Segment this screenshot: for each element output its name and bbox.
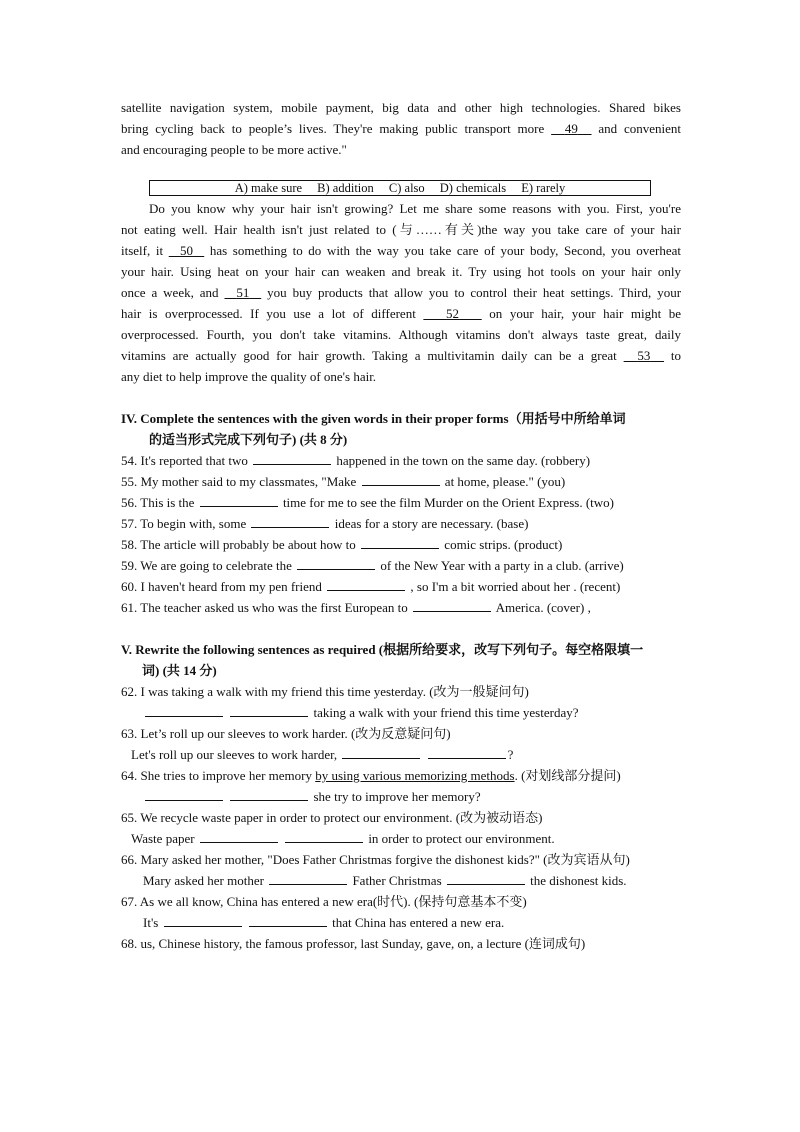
passage-line: overprocessed. Fourth, you don't take vitamins. Although vitamins don't always taste great, daily [121, 327, 681, 342]
section-iv-title: IV. Complete the sentences with the given words in their proper forms（用括号中所给单词 [121, 411, 626, 426]
answer-blank[interactable] [200, 830, 278, 843]
answer-blank[interactable] [297, 557, 375, 570]
word-option: B) addition [317, 181, 374, 195]
answer-blank[interactable] [327, 578, 405, 591]
blank-50: 50 [179, 243, 193, 258]
answer-blank[interactable] [269, 872, 347, 885]
question-56: 56. This is the time for me to see the film Murder on the Orient Express. (two) [121, 495, 614, 510]
paragraph-line: satellite navigation system, mobile payment, big data and other high technologies. Shared bikes [121, 100, 681, 115]
question-60: 60. I haven't heard from my pen friend , so I'm a bit worried about her . (recent) [121, 579, 621, 594]
answer-blank[interactable] [164, 914, 242, 927]
question-58: 58. The article will probably be about how to comic strips. (product) [121, 537, 563, 552]
question-59: 59. We are going to celebrate the of the New Year with a party in a club. (arrive) [121, 558, 624, 573]
word-bank-box [149, 180, 651, 196]
answer-blank[interactable] [145, 704, 223, 717]
paragraph-line: bring cycling back to people’s lives. They're making public transport more 49 and convenient [121, 121, 681, 136]
answer-blank[interactable] [428, 746, 506, 759]
answer-63: Let's roll up our sleeves to work harder, ? [131, 747, 514, 762]
answer-blank[interactable] [230, 788, 308, 801]
question-68: 68. us, Chinese history, the famous professor, last Sunday, gave, on, a lecture (连词成句) [121, 936, 586, 951]
blank-52: 52 [446, 306, 460, 321]
answer-blank[interactable] [253, 452, 331, 465]
question-63: 63. Let’s roll up our sleeves to work harder. (改为反意疑问句) [121, 726, 451, 741]
blank-51: 51 [236, 285, 250, 300]
answer-blank[interactable] [342, 746, 420, 759]
answer-65: Waste paper in order to protect our environment. [131, 831, 555, 846]
passage-line: your hair. Using heat on your hair can weaken and break it. Try using hot tools on your hair only [121, 264, 681, 279]
question-62: 62. I was taking a walk with my friend this time yesterday. (改为一般疑问句) [121, 684, 529, 699]
word-option: C) also [388, 181, 425, 195]
answer-blank[interactable] [145, 788, 223, 801]
word-option: E) rarely [521, 181, 566, 195]
answer-blank[interactable] [230, 704, 308, 717]
question-66: 66. Mary asked her mother, "Does Father Christmas forgive the dishonest kids?" (改为宾语从句) [121, 852, 630, 867]
word-option: D) chemicals [439, 181, 507, 195]
passage-line: any diet to help improve the quality of one's hair. [121, 369, 377, 384]
passage-line: Do you know why your hair isn't growing? Let me share some reasons with you. First, you're [149, 201, 681, 216]
paragraph-line: and encouraging people to be more active." [121, 142, 347, 157]
answer-62: taking a walk with your friend this time yesterday? [143, 702, 703, 723]
passage-line: itself, it 50 has something to do with the way you take care of your body, Second, you overheat [121, 243, 681, 258]
section-v-title: V. Rewrite the following sentences as required (根据所给要求，改写下列句子。每空格限填一 [121, 642, 644, 657]
blank-53: 53 [637, 348, 651, 363]
question-55: 55. My mother said to my classmates, "Make at home, please." (you) [121, 474, 566, 489]
underlined-phrase: by using various memorizing methods [315, 768, 515, 783]
section-v-title-cont: 词) (共 14 分) [142, 663, 217, 678]
blank-49: 49 [564, 121, 578, 136]
question-61: 61. The teacher asked us who was the first European to America. (cover) , [121, 600, 591, 615]
answer-blank[interactable] [285, 830, 363, 843]
section-iv-title-cont: 的适当形式完成下列句子) (共 8 分) [149, 432, 348, 447]
answer-blank[interactable] [447, 872, 525, 885]
answer-64: she try to improve her memory? [143, 786, 703, 807]
passage-line: not eating well. Hair health isn't just related to (与……有关)the way you take care of your hair [121, 222, 681, 237]
passage-line: vitamins are actually good for hair growth. Taking a multivitamin daily can be a great 53 to [121, 348, 681, 363]
question-57: 57. To begin with, some ideas for a story are necessary. (base) [121, 516, 529, 531]
question-54: 54. It's reported that two happened in the town on the same day. (robbery) [121, 453, 591, 468]
answer-blank[interactable] [361, 536, 439, 549]
answer-66: Mary asked her mother Father Christmas the dishonest kids. [143, 873, 627, 888]
answer-67: It's that China has entered a new era. [143, 915, 505, 930]
word-option: A) make sure [234, 181, 303, 195]
question-67: 67. As we all know, China has entered a new era(时代). (保持句意基本不变) [121, 894, 527, 909]
question-65: 65. We recycle waste paper in order to protect our environment. (改为被动语态) [121, 810, 543, 825]
answer-blank[interactable] [249, 914, 327, 927]
question-64: 64. She tries to improve her memory by using various memorizing methods. (对划线部分提问) [121, 768, 621, 783]
passage-line: once a week, and 51 you buy products that allow you to control their heat settings. Third, your [121, 285, 681, 300]
answer-blank[interactable] [413, 599, 491, 612]
answer-blank[interactable] [200, 494, 278, 507]
answer-blank[interactable] [362, 473, 440, 486]
passage-line: hair is overprocessed. If you use a lot of different 52 on your hair, your hair might be [121, 306, 681, 321]
answer-blank[interactable] [251, 515, 329, 528]
